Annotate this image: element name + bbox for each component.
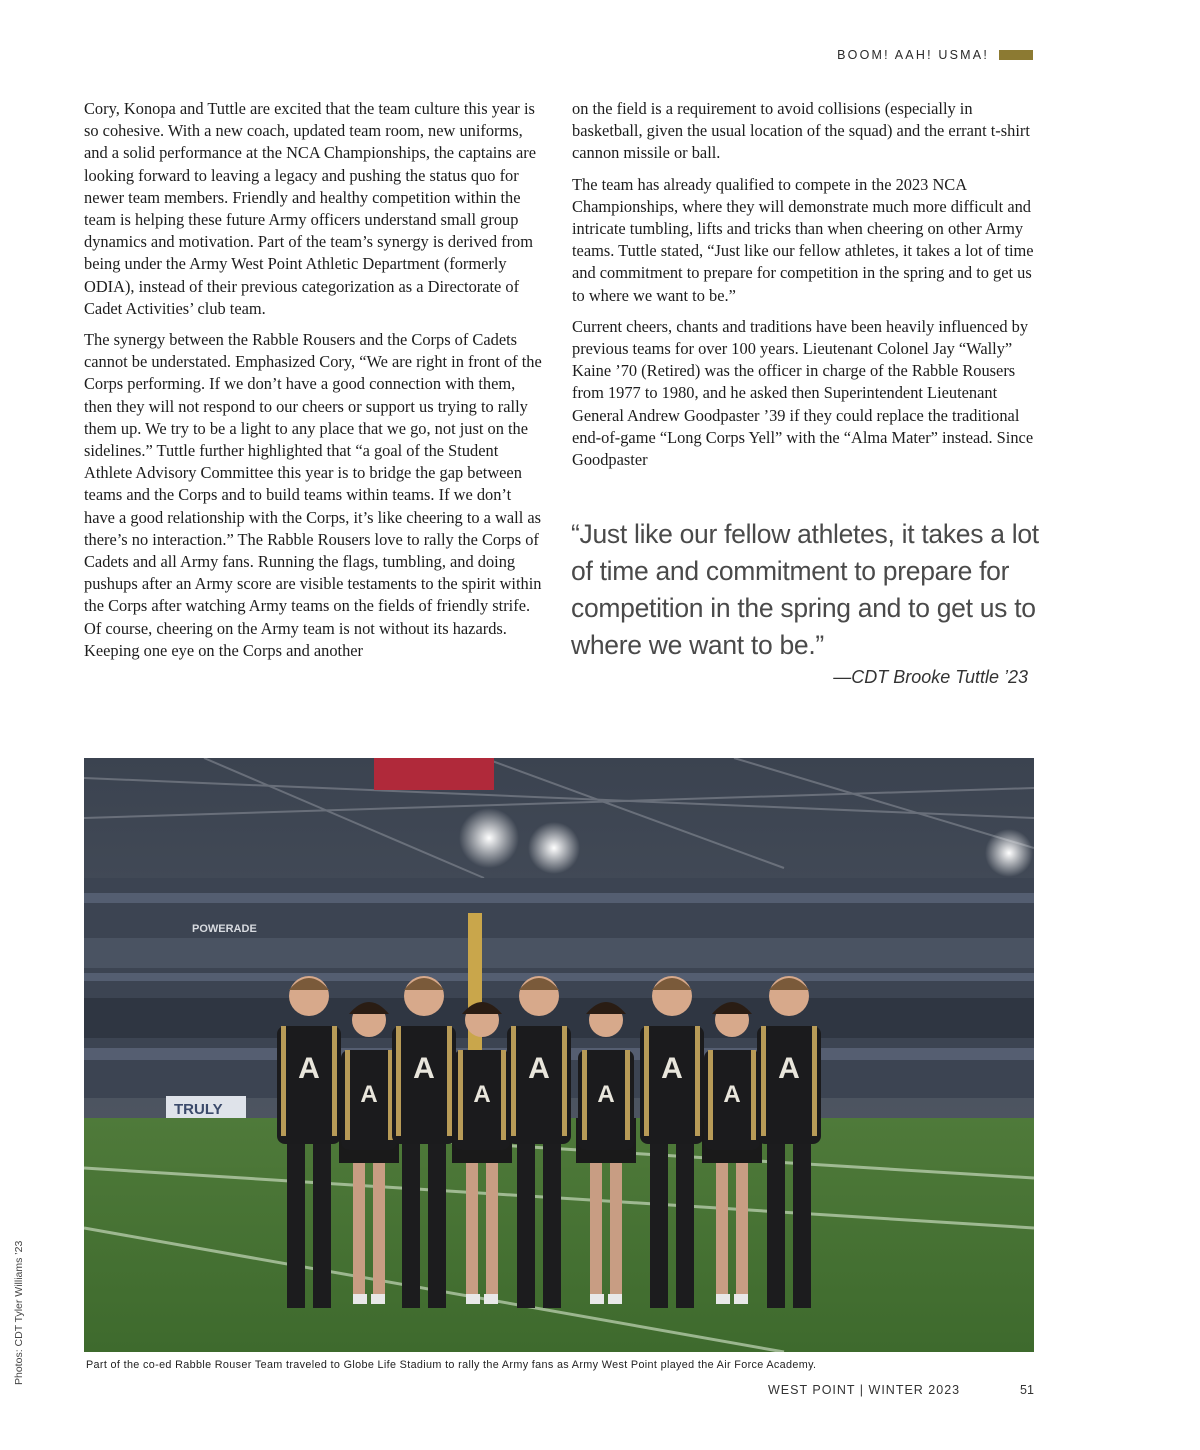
- section-header: [837, 48, 1033, 62]
- jersey-letter: A: [661, 1052, 683, 1085]
- section-tag: BOOM! AAH! USMA!: [837, 48, 989, 62]
- pull-quote: “Just like our fellow athletes, it takes a lot of time and commitment to prepare for competition in the spring and to get us to where we want to be.”: [571, 519, 1039, 660]
- accent-bar: [999, 50, 1033, 60]
- jersey-letter: A: [528, 1052, 550, 1085]
- body-paragraph: Current cheers, chants and traditions have been heavily influenced by previous teams for over 100 years. Lieutenant Colonel Jay “Wally” Kaine ’70 (Retired) was the officer in charge of the Rabble Rousers from 1977 to 1980, and he asked then Superintendent Lieutenant General Andrew Goodpaster ’39 if they could replace the traditional end-of-game “Long Corps Yell” with the “Alma Mater” instead. Since Goodpaster: [572, 316, 1034, 470]
- stadium-sign-text: POWERADE: [192, 923, 257, 935]
- body-paragraph: The synergy between the Rabble Rousers and the Corps of Cadets cannot be understated. Emphasized Cory, “We are right in front of the Corps performing. If we don’t have a good connection with them, then they will not respond to our cheers or support us trying to rally them up. We try to be a light to any place that we go, not just on the sidelines.” Tuttle further highlighted that “a goal of the Student Athlete Advisory Committee this year is to bridge the gap between teams and the Corps and to build teams within teams. If we don’t have a good relationship with the Corps, it’s like cheering to a wall as there’s no interaction.” The Rabble Rousers love to rally the Corps of Cadets and all Army fans. Running the flags, tumbling, and doing pushups after an Army score are visible testaments to the spirit within the Corps after watching Army teams on the fields of friendly strife. Of course, cheering on the Army team is not without its hazards. Keeping one eye on the Corps and another: [84, 330, 542, 660]
- footer-publication: WEST POINT | WINTER 2023: [768, 1383, 961, 1397]
- stadium-sign-text: TRULY: [174, 1101, 223, 1118]
- jersey-letter: A: [360, 1081, 378, 1108]
- team-photo: [84, 758, 1034, 1352]
- body-paragraph: Cory, Konopa and Tuttle are excited that the team culture this year is so cohesive. With a new coach, updated team room, new uniforms, and a solid performance at the NCA Championships, the captains are looking forward to leaving a legacy and pushing the status quo for newer team members. Friendly and healthy competition within the team is helping these future Army officers understand small group dynamics and motivation. Part of the team’s synergy is derived from being under the Army West Point Athletic Department (formerly ODIA), instead of their previous categorization as a Directorate of Cadet Activities’ club team.: [84, 99, 536, 318]
- body-paragraph: on the field is a requirement to avoid collisions (especially in basketball, given the usual location of the squad) and the errant t-shirt cannon missile or ball.: [572, 99, 1030, 163]
- page-number: 51: [1020, 1383, 1034, 1397]
- jersey-letter: A: [723, 1081, 741, 1108]
- photo-credit: Photos: CDT Tyler Williams ’23: [13, 1240, 25, 1385]
- jersey-letter: A: [298, 1052, 320, 1085]
- body-paragraph: The team has already qualified to compete in the 2023 NCA Championships, where they will demonstrate much more difficult and intricate tumbling, lifts and tricks than when cheering on other Army teams. Tuttle stated, “Just like our fellow athletes, it takes a lot of time and commitment to prepare for competition in the spring and to get us to where we want to be.”: [572, 174, 1034, 305]
- right-column: [572, 98, 1034, 480]
- jersey-letter: A: [413, 1052, 435, 1085]
- left-column: [84, 98, 546, 671]
- jersey-letter: A: [473, 1081, 491, 1108]
- jersey-letter: A: [778, 1052, 800, 1085]
- photo-caption: Part of the co-ed Rabble Rouser Team traveled to Globe Life Stadium to rally the Army fans as Army West Point played the Air Force Academy.: [86, 1359, 817, 1371]
- jersey-letter: A: [597, 1081, 615, 1108]
- pull-quote-attribution: —CDT Brooke Tuttle ’23: [833, 667, 1028, 687]
